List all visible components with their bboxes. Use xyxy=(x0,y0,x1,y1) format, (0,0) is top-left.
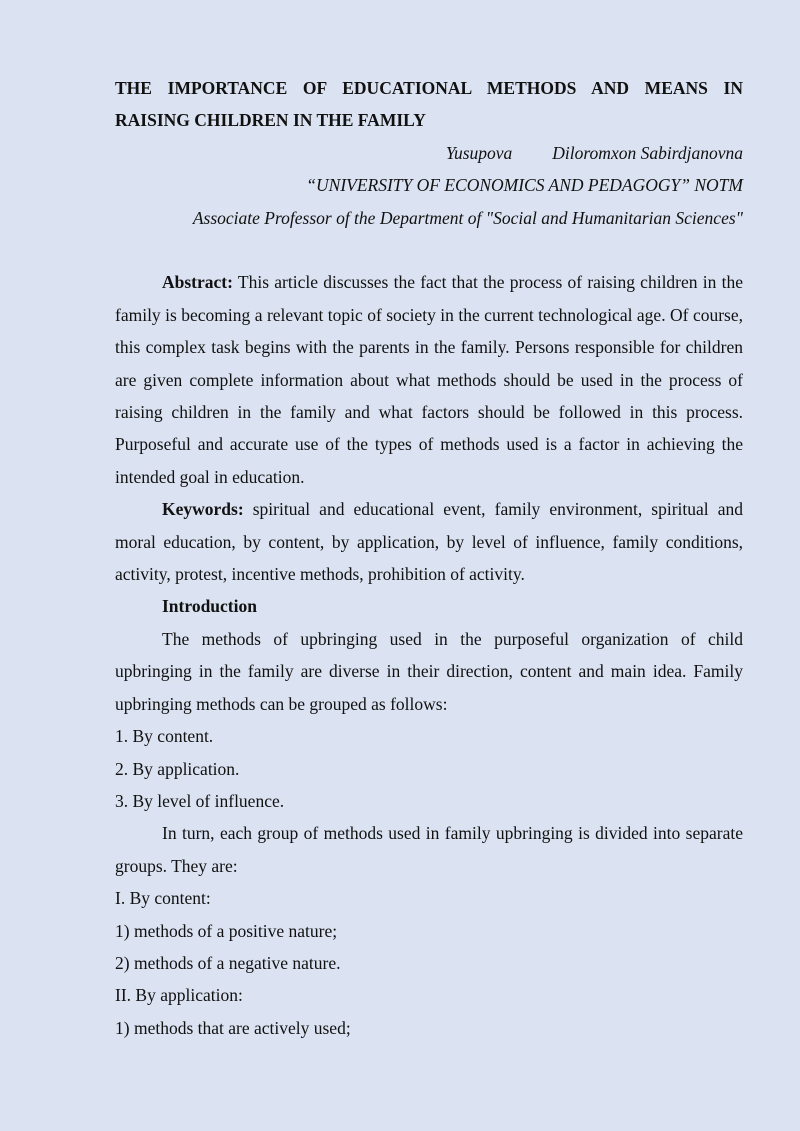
abstract-text: This article discusses the fact that the process of raising children in the family is becoming a relevant topic of society in the current technological age. Of course, this complex task begins with the parents in the family. Persons responsible for children are given complete information about what methods should be used in the process of raising children in the family and what factors should be followed in this process. Purposeful and accurate use of the types of methods used is a factor in achieving the intended goal in education. xyxy=(115,272,743,487)
application-item: 1) methods that are actively used; xyxy=(115,1017,351,1038)
keywords-text: spiritual and educational event, family environment, spiritual and moral education, by content, by application, by level of influence, family conditions, activity, protest, incentive methods, prohibition of activity. xyxy=(115,499,743,585)
content-item: 1) methods of a positive nature; xyxy=(115,920,338,941)
abstract xyxy=(115,266,743,493)
author-institution: “UNIVERSITY OF ECONOMICS AND PEDAGOGY” NOTM xyxy=(306,175,743,196)
keywords-label: Keywords: xyxy=(162,499,244,520)
abstract-label: Abstract: xyxy=(162,272,233,293)
article xyxy=(115,72,743,1044)
article-title: THE IMPORTANCE OF EDUCATIONAL METHODS AND MEANS IN RAISING CHILDREN IN THE FAMILY xyxy=(115,78,743,131)
introduction-paragraph-2: In turn, each group of methods used in family upbringing is divided into separate groups. They are: xyxy=(115,823,743,876)
application-heading: II. By application: xyxy=(115,985,243,1006)
content-heading: I. By content: xyxy=(115,888,211,909)
introduction-heading: Introduction xyxy=(162,596,257,617)
group-item: 2. By application. xyxy=(115,758,240,779)
author-name xyxy=(115,137,743,169)
group-item: 1. By content. xyxy=(115,726,214,747)
author-given-names: Diloromxon Sabirdjanovna xyxy=(552,142,743,163)
author-surname: Yusupova xyxy=(445,142,513,163)
keywords xyxy=(115,493,743,590)
content-item: 2) methods of a negative nature. xyxy=(115,952,341,973)
author-position: Associate Professor of the Department of "Social and Humanitarian Sciences" xyxy=(192,207,743,228)
introduction-paragraph-1: The methods of upbringing used in the purposeful organization of child upbringing in the family are diverse in their direction, content and main idea. Family upbringing methods can be grouped as follows: xyxy=(115,628,743,714)
group-item: 3. By level of influence. xyxy=(115,790,285,811)
